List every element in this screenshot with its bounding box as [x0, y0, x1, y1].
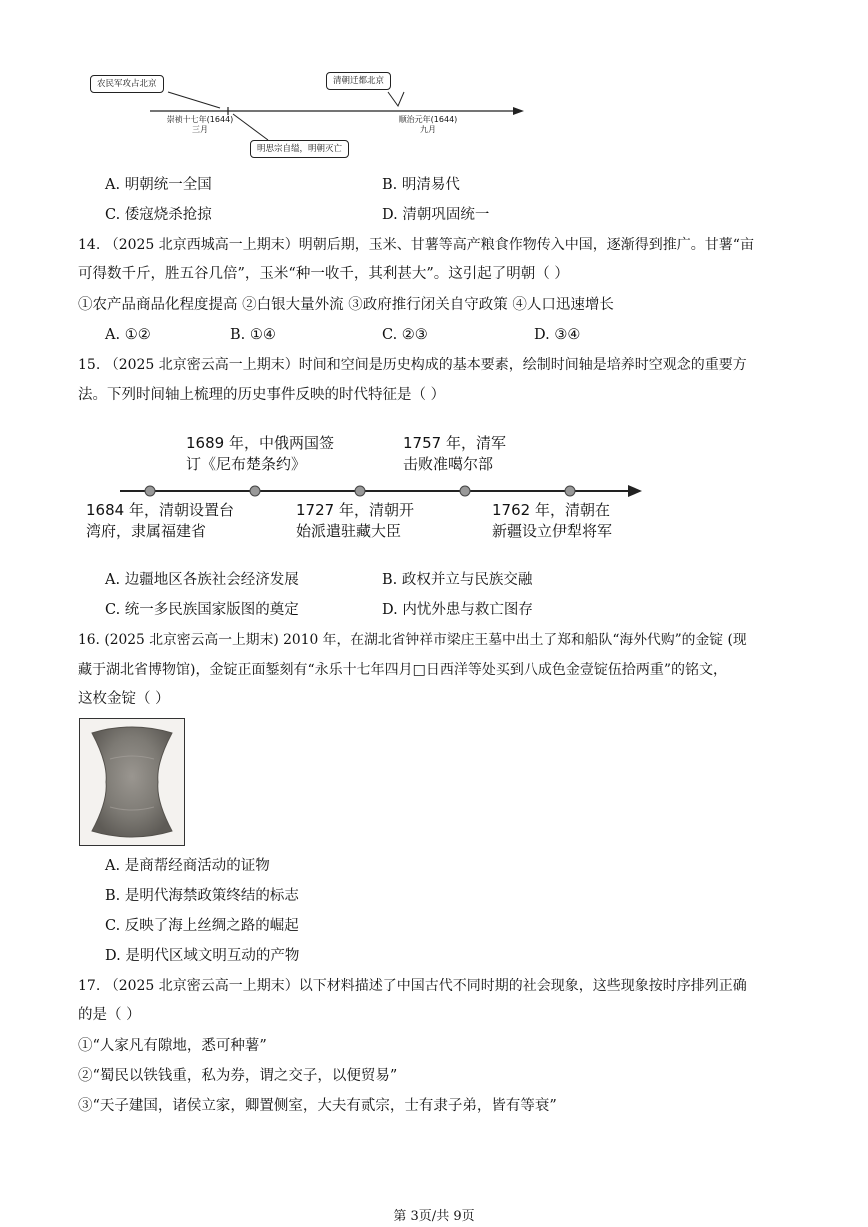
left-label-year: 崇祯十七年(1644)	[166, 115, 234, 124]
event-1684-line1: 1684 年，清朝设置台	[86, 501, 234, 519]
q15-option-d[interactable]: D. 内忧外患与救亡图存	[382, 602, 533, 618]
event-1727-line1: 1727 年，清朝开	[296, 501, 414, 519]
timeline-dot-1689	[250, 486, 260, 496]
q17-stem-line2: 的是（ ）	[78, 1007, 141, 1023]
q15-option-b[interactable]: B. 政权并立与民族交融	[382, 572, 533, 588]
timeline-dot-1684	[145, 486, 155, 496]
q16-stem-line1: 16. (2025 北京密云高一上期末) 2010 年，在湖北省钟祥市梁庄王墓中出土了郑和船队“海外代购”的金锭 (现	[78, 632, 747, 648]
callout-ming-fall: 明思宗自缢，明朝灭亡	[250, 140, 349, 158]
event-1757-line1: 1757 年，清军	[403, 434, 506, 452]
q13-option-d[interactable]: D. 清朝巩固统一	[382, 207, 490, 223]
q16-stem-line3: 这枚金锭（ ）	[78, 691, 170, 707]
event-1762-line2: 新疆设立伊犁将军	[492, 522, 613, 540]
q15-stem-line2: 法。下列时间轴上梳理的历史事件反映的时代特征是（ ）	[78, 387, 446, 403]
event-1757-line2: 击败准噶尔部	[403, 455, 494, 473]
q13-option-b[interactable]: B. 明清易代	[382, 177, 460, 193]
q16-option-d[interactable]: D. 是明代区域文明互动的产物	[105, 948, 300, 964]
callout-peasant-army: 农民军攻占北京	[90, 75, 164, 93]
q17-material-1: ①“人家凡有隙地，悉可种薯”	[78, 1038, 267, 1054]
left-label-month: 三月	[192, 125, 208, 134]
q13-option-c[interactable]: C. 倭寇烧杀抢掠	[105, 207, 212, 223]
q14-option-c[interactable]: C. ②③	[382, 327, 428, 343]
event-1757	[403, 433, 506, 475]
event-1762	[492, 500, 612, 542]
q14-stem-line1: 14. （2025 北京西城高一上期末）明朝后期，玉米、甘薯等高产粮食作物传入中国，逐渐得到推广。甘薯“亩	[78, 237, 754, 253]
q15-stem-line1: 15. （2025 北京密云高一上期末）时间和空间是历史构成的基本要素，绘制时间轴是培养时空观念的重要方	[78, 357, 747, 373]
callout-qing-capital: 清朝迁都北京	[326, 72, 391, 90]
q17-material-2: ②“蜀民以铁钱重，私为券，谓之交子，以便贸易”	[78, 1068, 398, 1084]
q14-option-b[interactable]: B. ①④	[230, 327, 276, 343]
q14-option-d[interactable]: D. ③④	[534, 327, 581, 343]
timeline-dot-1762	[565, 486, 575, 496]
q14-stem-line2: 可得数千斤，胜五谷几倍”，玉米“种一收千，其利甚大”。这引起了明朝（ ）	[78, 266, 569, 282]
q15-option-a[interactable]: A. 边疆地区各族社会经济发展	[105, 572, 299, 588]
gold-ingot-image	[79, 718, 185, 846]
q13-option-a[interactable]: A. 明朝统一全国	[105, 177, 212, 193]
timeline-right-label	[388, 115, 468, 135]
timeline-dot-1727	[355, 486, 365, 496]
right-label-year: 顺治元年(1644)	[398, 115, 458, 124]
q16-option-a[interactable]: A. 是商帮经商活动的证物	[105, 858, 270, 874]
event-1727	[296, 500, 414, 542]
right-label-month: 九月	[420, 125, 436, 134]
event-1684-line2: 湾府，隶属福建省	[86, 522, 207, 540]
q16-option-b[interactable]: B. 是明代海禁政策终结的标志	[105, 888, 299, 904]
q15-option-c[interactable]: C. 统一多民族国家版图的奠定	[105, 602, 299, 618]
timeline-dot-1757	[460, 486, 470, 496]
event-1684	[86, 500, 234, 542]
page-number: 第 3页/共 9页	[393, 1209, 475, 1224]
event-1762-line1: 1762 年，清朝在	[492, 501, 610, 519]
q17-material-3: ③“天子建国，诸侯立家，卿置侧室，大夫有贰宗，士有隶子弟，皆有等衰”	[78, 1098, 557, 1114]
event-1689-line1: 1689 年，中俄两国签	[186, 434, 334, 452]
q14-statements: ①农产品商品化程度提高 ②白银大量外流 ③政府推行闭关自守政策 ④人口迅速增长	[78, 297, 614, 313]
q16-option-c[interactable]: C. 反映了海上丝绸之路的崛起	[105, 918, 299, 934]
event-1727-line2: 始派遣驻藏大臣	[296, 522, 402, 540]
event-1689	[186, 433, 334, 475]
timeline-left-label	[160, 115, 240, 135]
q14-option-a[interactable]: A. ①②	[105, 327, 151, 343]
event-1689-line2: 订《尼布楚条约》	[186, 455, 307, 473]
q16-stem-line2: 藏于湖北省博物馆)，金锭正面錾刻有“永乐十七年四月□日西洋等处买到八成色金壹锭伍拾两重”的铭文，	[78, 662, 728, 678]
q17-stem-line1: 17. （2025 北京密云高一上期末）以下材料描述了中国古代不同时期的社会现象，这些现象按时序排列正确	[78, 978, 747, 994]
